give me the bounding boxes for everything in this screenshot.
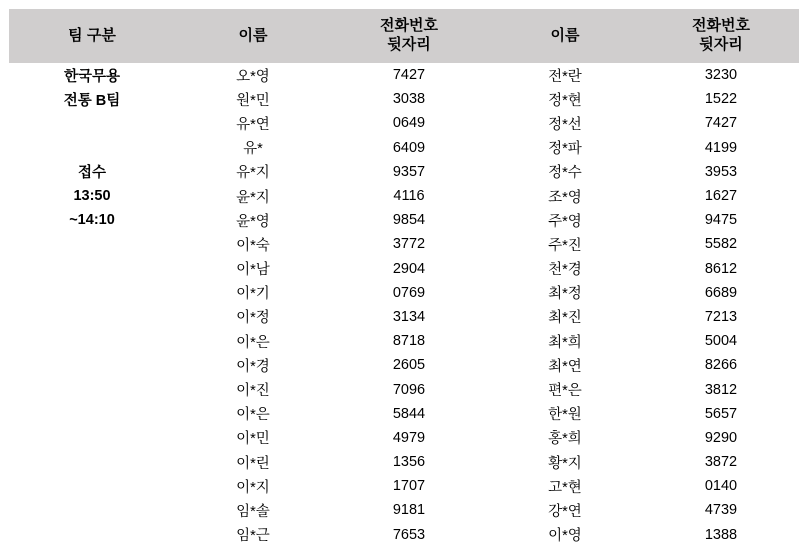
cell-name-2: 최*진 xyxy=(548,310,582,327)
cell-phone-2: 4199 xyxy=(704,139,738,156)
cell-team: ~14:10 xyxy=(69,212,115,229)
cell-phone-1: 6409 xyxy=(392,139,426,156)
roster-sheet xyxy=(0,9,807,551)
cell-name-2: 정*파 xyxy=(548,141,582,158)
cell-name-1: 이*기 xyxy=(236,286,270,303)
cell-team xyxy=(9,329,175,353)
cell-team xyxy=(9,136,175,160)
cell-team xyxy=(9,257,175,281)
cell-team xyxy=(9,498,175,522)
cell-phone-1: 7427 xyxy=(392,67,426,84)
column-header-phone-1 xyxy=(331,9,487,63)
column-header-name-1-line1: 이름 xyxy=(238,26,268,44)
cell-phone-2: 3230 xyxy=(704,67,738,84)
column-header-phone-2 xyxy=(643,9,799,63)
cell-name-1: 유*연 xyxy=(236,116,270,133)
cell-phone-1: 2605 xyxy=(392,357,426,374)
column-header-name-1 xyxy=(175,9,331,63)
cell-name-1: 윤*지 xyxy=(236,189,270,206)
table-row xyxy=(9,402,799,426)
cell-name-1: 이*경 xyxy=(236,358,270,375)
cell-phone-2: 1627 xyxy=(704,188,738,205)
cell-name-1: 임*솔 xyxy=(236,503,270,520)
cell-phone-2: 8612 xyxy=(704,260,738,277)
cell-phone-2: 8266 xyxy=(704,357,738,374)
cell-phone-1: 7653 xyxy=(392,526,426,543)
roster-table xyxy=(9,9,799,547)
table-row xyxy=(9,184,799,208)
cell-name-1: 이*숙 xyxy=(236,237,270,254)
table-row xyxy=(9,232,799,256)
cell-name-1: 원*민 xyxy=(236,92,270,109)
cell-team xyxy=(9,305,175,329)
cell-team xyxy=(9,377,175,401)
cell-name-1: 임*근 xyxy=(236,528,270,545)
cell-phone-1: 2904 xyxy=(392,260,426,277)
table-row xyxy=(9,377,799,401)
table-row xyxy=(9,136,799,160)
cell-name-2: 편*은 xyxy=(548,383,582,400)
column-header-name-2-line1: 이름 xyxy=(550,26,580,44)
cell-phone-1: 9181 xyxy=(392,502,426,519)
cell-name-2: 주*진 xyxy=(548,237,582,254)
cell-team xyxy=(9,353,175,377)
cell-name-2: 정*선 xyxy=(548,116,582,133)
cell-phone-2: 0140 xyxy=(704,478,738,495)
cell-name-1: 유* xyxy=(243,141,263,158)
cell-name-1: 오*영 xyxy=(236,68,270,85)
cell-phone-2: 7427 xyxy=(704,115,738,132)
column-header-phone-2-line2: 뒷자리 xyxy=(699,36,743,53)
table-row xyxy=(9,87,799,111)
cell-phone-2: 5004 xyxy=(704,333,738,350)
cell-name-1: 유*지 xyxy=(236,165,270,182)
cell-phone-1: 0649 xyxy=(392,115,426,132)
cell-name-2: 조*영 xyxy=(548,189,582,206)
cell-phone-2: 5582 xyxy=(704,236,738,253)
cell-name-2: 전*란 xyxy=(548,68,582,85)
cell-phone-2: 9290 xyxy=(704,429,738,446)
table-row xyxy=(9,450,799,474)
cell-phone-1: 3134 xyxy=(392,308,426,325)
cell-name-2: 최*희 xyxy=(548,334,582,351)
table-row xyxy=(9,353,799,377)
cell-name-2: 이*영 xyxy=(548,528,582,545)
cell-name-1: 이*진 xyxy=(236,383,270,400)
cell-phone-2: 5657 xyxy=(704,405,738,422)
cell-phone-1: 5844 xyxy=(392,405,426,422)
cell-team xyxy=(9,474,175,498)
column-header-phone-2-line1: 전화번호 xyxy=(692,17,750,35)
cell-name-1: 이*지 xyxy=(236,479,270,496)
cell-phone-1: 9357 xyxy=(392,163,426,180)
cell-team xyxy=(9,111,175,135)
cell-phone-1: 3772 xyxy=(392,236,426,253)
cell-phone-2: 3953 xyxy=(704,163,738,180)
header-row xyxy=(9,9,799,63)
column-header-team-line1: 팀 구분 xyxy=(68,26,116,44)
cell-phone-2: 3872 xyxy=(704,454,738,471)
cell-name-2: 한*원 xyxy=(548,407,582,424)
cell-name-1: 윤*영 xyxy=(236,213,270,230)
cell-name-2: 홍*희 xyxy=(548,431,582,448)
cell-phone-1: 0769 xyxy=(392,284,426,301)
table-row xyxy=(9,474,799,498)
column-header-phone-1-line2: 뒷자리 xyxy=(387,36,431,53)
cell-name-2: 황*지 xyxy=(548,455,582,472)
table-header xyxy=(9,9,799,63)
cell-name-2: 주*영 xyxy=(548,213,582,230)
cell-phone-1: 3038 xyxy=(392,91,426,108)
cell-name-2: 최*정 xyxy=(548,286,582,303)
cell-name-2: 최*연 xyxy=(548,358,582,375)
cell-team xyxy=(9,450,175,474)
table-row xyxy=(9,257,799,281)
cell-team xyxy=(9,281,175,305)
cell-name-1: 이*은 xyxy=(236,334,270,351)
cell-name-2: 정*수 xyxy=(548,165,582,182)
cell-name-2: 강*연 xyxy=(548,503,582,520)
cell-name-1: 이*린 xyxy=(236,455,270,472)
cell-team: 한국무용 xyxy=(63,68,121,85)
cell-phone-1: 4116 xyxy=(393,188,425,205)
cell-team xyxy=(9,523,175,547)
cell-team xyxy=(9,426,175,450)
cell-phone-2: 6689 xyxy=(704,284,738,301)
cell-name-1: 이*은 xyxy=(236,407,270,424)
table-row xyxy=(9,426,799,450)
cell-phone-1: 1707 xyxy=(392,478,426,495)
cell-name-1: 이*민 xyxy=(236,431,270,448)
table-row xyxy=(9,281,799,305)
cell-phone-1: 1356 xyxy=(392,454,426,471)
cell-phone-2: 1522 xyxy=(704,91,738,108)
cell-phone-1: 7096 xyxy=(392,381,426,398)
column-header-name-2 xyxy=(487,9,643,63)
cell-name-2: 천*경 xyxy=(548,262,582,279)
cell-team xyxy=(9,402,175,426)
cell-team xyxy=(9,232,175,256)
cell-team: 13:50 xyxy=(73,188,111,205)
column-header-team xyxy=(9,9,175,63)
table-row xyxy=(9,160,799,184)
cell-team: 접수 xyxy=(77,165,106,182)
table-row xyxy=(9,63,799,87)
cell-phone-2: 1388 xyxy=(704,526,738,543)
cell-name-1: 이*남 xyxy=(236,262,270,279)
table-body xyxy=(9,63,799,547)
cell-phone-1: 9854 xyxy=(392,212,426,229)
cell-name-2: 고*현 xyxy=(548,479,582,496)
table-row xyxy=(9,208,799,232)
cell-phone-2: 9475 xyxy=(704,212,738,229)
cell-team: 전통 B팀 xyxy=(63,92,121,109)
table-row xyxy=(9,111,799,135)
cell-phone-2: 3812 xyxy=(704,381,738,398)
table-row xyxy=(9,305,799,329)
table-row xyxy=(9,329,799,353)
cell-name-1: 이*정 xyxy=(236,310,270,327)
table-row xyxy=(9,498,799,522)
cell-phone-2: 7213 xyxy=(704,308,738,325)
cell-name-2: 정*현 xyxy=(548,92,582,109)
cell-phone-1: 4979 xyxy=(392,429,426,446)
cell-phone-1: 8718 xyxy=(392,333,426,350)
column-header-phone-1-line1: 전화번호 xyxy=(380,17,438,35)
cell-phone-2: 4739 xyxy=(704,502,738,519)
table-row xyxy=(9,523,799,547)
